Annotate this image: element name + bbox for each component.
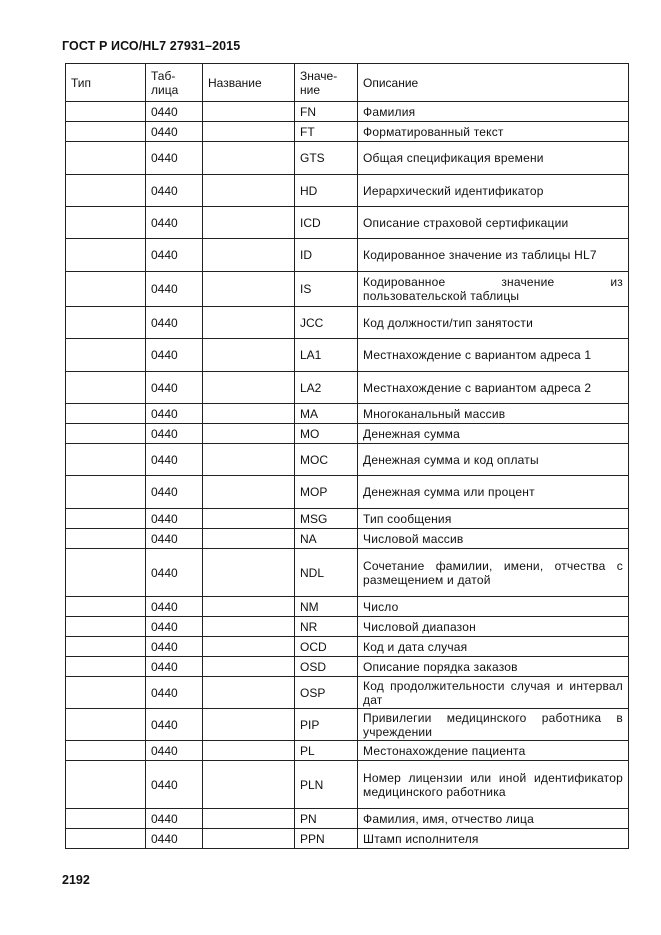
table-row	[66, 549, 629, 597]
table-body	[66, 102, 629, 849]
cell-description: Фамилия	[358, 102, 629, 122]
cell-name	[203, 372, 295, 404]
cell-value: LA1	[295, 339, 358, 372]
table-row	[66, 444, 629, 476]
cell-name	[203, 142, 295, 175]
cell-name	[203, 102, 295, 122]
cell-value: OSP	[295, 677, 358, 709]
cell-name	[203, 761, 295, 809]
cell-table: 0440	[146, 741, 203, 761]
table-row	[66, 476, 629, 509]
table-row	[66, 307, 629, 339]
cell-type	[66, 509, 146, 529]
cell-table: 0440	[146, 272, 203, 307]
cell-value: PIP	[295, 709, 358, 741]
cell-table: 0440	[146, 677, 203, 709]
table-row	[66, 239, 629, 272]
cell-table: 0440	[146, 339, 203, 372]
cell-type	[66, 549, 146, 597]
cell-table: 0440	[146, 761, 203, 809]
cell-name	[203, 122, 295, 142]
cell-table: 0440	[146, 657, 203, 677]
cell-value: PN	[295, 809, 358, 829]
cell-type	[66, 207, 146, 239]
cell-table: 0440	[146, 372, 203, 404]
cell-description: Общая спецификация времени	[358, 142, 629, 175]
cell-description: Фамилия, имя, отчество лица	[358, 809, 629, 829]
cell-type	[66, 122, 146, 142]
cell-name	[203, 597, 295, 617]
data-type-table	[65, 63, 629, 849]
cell-type	[66, 829, 146, 849]
cell-name	[203, 677, 295, 709]
table-row	[66, 677, 629, 709]
cell-table: 0440	[146, 637, 203, 657]
cell-table: 0440	[146, 444, 203, 476]
cell-description: Денежная сумма и код оплаты	[358, 444, 629, 476]
cell-type	[66, 529, 146, 549]
cell-value: MSG	[295, 509, 358, 529]
cell-name	[203, 424, 295, 444]
cell-type	[66, 657, 146, 677]
cell-type	[66, 339, 146, 372]
cell-description: Кодированное значение из пользовательской таблицы	[358, 272, 629, 307]
column-header-value: Значе- ние	[295, 64, 358, 102]
cell-type	[66, 239, 146, 272]
cell-name	[203, 741, 295, 761]
cell-description: Тип сообщения	[358, 509, 629, 529]
cell-value: HD	[295, 175, 358, 207]
table-row	[66, 741, 629, 761]
cell-name	[203, 657, 295, 677]
table-row	[66, 102, 629, 122]
cell-type	[66, 741, 146, 761]
table-row	[66, 207, 629, 239]
table-header-row	[66, 64, 629, 102]
cell-description: Денежная сумма или процент	[358, 476, 629, 509]
cell-description: Привилегии медицинского работника в учреждении	[358, 709, 629, 741]
table-row	[66, 272, 629, 307]
cell-table: 0440	[146, 509, 203, 529]
cell-type	[66, 476, 146, 509]
cell-table: 0440	[146, 529, 203, 549]
cell-type	[66, 102, 146, 122]
cell-table: 0440	[146, 617, 203, 637]
table-row	[66, 509, 629, 529]
page-number: 2192	[62, 873, 90, 887]
cell-description: Число	[358, 597, 629, 617]
table-row	[66, 372, 629, 404]
cell-value: NR	[295, 617, 358, 637]
cell-name	[203, 404, 295, 424]
cell-value: NA	[295, 529, 358, 549]
table-row	[66, 339, 629, 372]
cell-value: NM	[295, 597, 358, 617]
cell-table: 0440	[146, 142, 203, 175]
cell-name	[203, 709, 295, 741]
cell-value: OSD	[295, 657, 358, 677]
column-header-table: Таб- лица	[146, 64, 203, 102]
cell-value: MO	[295, 424, 358, 444]
cell-description: Иерархический идентификатор	[358, 175, 629, 207]
table-row	[66, 709, 629, 741]
cell-description: Местнахождение с вариантом адреса 1	[358, 339, 629, 372]
cell-table: 0440	[146, 122, 203, 142]
cell-value: LA2	[295, 372, 358, 404]
table-row	[66, 175, 629, 207]
cell-value: PLN	[295, 761, 358, 809]
column-header-description: Описание	[358, 64, 629, 102]
cell-name	[203, 444, 295, 476]
cell-value: ICD	[295, 207, 358, 239]
cell-description: Кодированное значение из таблицы HL7	[358, 239, 629, 272]
cell-type	[66, 637, 146, 657]
table-row	[66, 809, 629, 829]
cell-value: GTS	[295, 142, 358, 175]
cell-type	[66, 809, 146, 829]
table-row	[66, 829, 629, 849]
cell-value: MA	[295, 404, 358, 424]
cell-name	[203, 339, 295, 372]
cell-table: 0440	[146, 102, 203, 122]
cell-table: 0440	[146, 424, 203, 444]
cell-name	[203, 637, 295, 657]
cell-type	[66, 709, 146, 741]
cell-description: Местонахождение пациента	[358, 741, 629, 761]
table-row	[66, 122, 629, 142]
cell-value: MOP	[295, 476, 358, 509]
cell-name	[203, 829, 295, 849]
cell-type	[66, 597, 146, 617]
cell-name	[203, 809, 295, 829]
table-row	[66, 761, 629, 809]
cell-value: NDL	[295, 549, 358, 597]
column-header-name: Название	[203, 64, 295, 102]
cell-description: Местнахождение с вариантом адреса 2	[358, 372, 629, 404]
cell-type	[66, 677, 146, 709]
cell-type	[66, 307, 146, 339]
cell-description: Многоканальный массив	[358, 404, 629, 424]
cell-description: Числовой массив	[358, 529, 629, 549]
cell-type	[66, 372, 146, 404]
cell-type	[66, 404, 146, 424]
cell-type	[66, 617, 146, 637]
cell-table: 0440	[146, 549, 203, 597]
cell-name	[203, 476, 295, 509]
cell-description: Описание страховой сертификации	[358, 207, 629, 239]
cell-type	[66, 444, 146, 476]
cell-type	[66, 175, 146, 207]
document-header: ГОСТ Р ИСО/HL7 27931–2015	[62, 39, 241, 53]
cell-value: PPN	[295, 829, 358, 849]
table-row	[66, 637, 629, 657]
column-header-type: Тип	[66, 64, 146, 102]
table-row	[66, 597, 629, 617]
cell-type	[66, 424, 146, 444]
cell-name	[203, 239, 295, 272]
cell-table: 0440	[146, 597, 203, 617]
cell-type	[66, 142, 146, 175]
cell-value: IS	[295, 272, 358, 307]
cell-name	[203, 529, 295, 549]
cell-name	[203, 272, 295, 307]
cell-table: 0440	[146, 709, 203, 741]
cell-value: FN	[295, 102, 358, 122]
cell-value: FT	[295, 122, 358, 142]
cell-name	[203, 307, 295, 339]
table-row	[66, 657, 629, 677]
cell-type	[66, 761, 146, 809]
cell-name	[203, 509, 295, 529]
cell-value: OCD	[295, 637, 358, 657]
cell-table: 0440	[146, 207, 203, 239]
cell-type	[66, 272, 146, 307]
cell-description: Форматированный текст	[358, 122, 629, 142]
cell-table: 0440	[146, 829, 203, 849]
cell-table: 0440	[146, 307, 203, 339]
cell-name	[203, 549, 295, 597]
cell-table: 0440	[146, 175, 203, 207]
cell-value: ID	[295, 239, 358, 272]
cell-name	[203, 617, 295, 637]
cell-value: PL	[295, 741, 358, 761]
cell-description: Код продолжительности случая и интервал дат	[358, 677, 629, 709]
table-row	[66, 529, 629, 549]
cell-table: 0440	[146, 809, 203, 829]
table-row	[66, 404, 629, 424]
cell-description: Описание порядка заказов	[358, 657, 629, 677]
table-row	[66, 142, 629, 175]
cell-name	[203, 175, 295, 207]
table-row	[66, 617, 629, 637]
table-row	[66, 424, 629, 444]
cell-description: Денежная сумма	[358, 424, 629, 444]
cell-table: 0440	[146, 476, 203, 509]
cell-description: Номер лицензии или иной идентификатор медицинского работника	[358, 761, 629, 809]
cell-description: Числовой диапазон	[358, 617, 629, 637]
cell-name	[203, 207, 295, 239]
cell-description: Сочетание фамилии, имени, отчества с размещением и датой	[358, 549, 629, 597]
cell-table: 0440	[146, 239, 203, 272]
cell-table: 0440	[146, 404, 203, 424]
cell-description: Код и дата случая	[358, 637, 629, 657]
cell-description: Код должности/тип занятости	[358, 307, 629, 339]
cell-description: Штамп исполнителя	[358, 829, 629, 849]
cell-value: JCC	[295, 307, 358, 339]
cell-value: MOC	[295, 444, 358, 476]
